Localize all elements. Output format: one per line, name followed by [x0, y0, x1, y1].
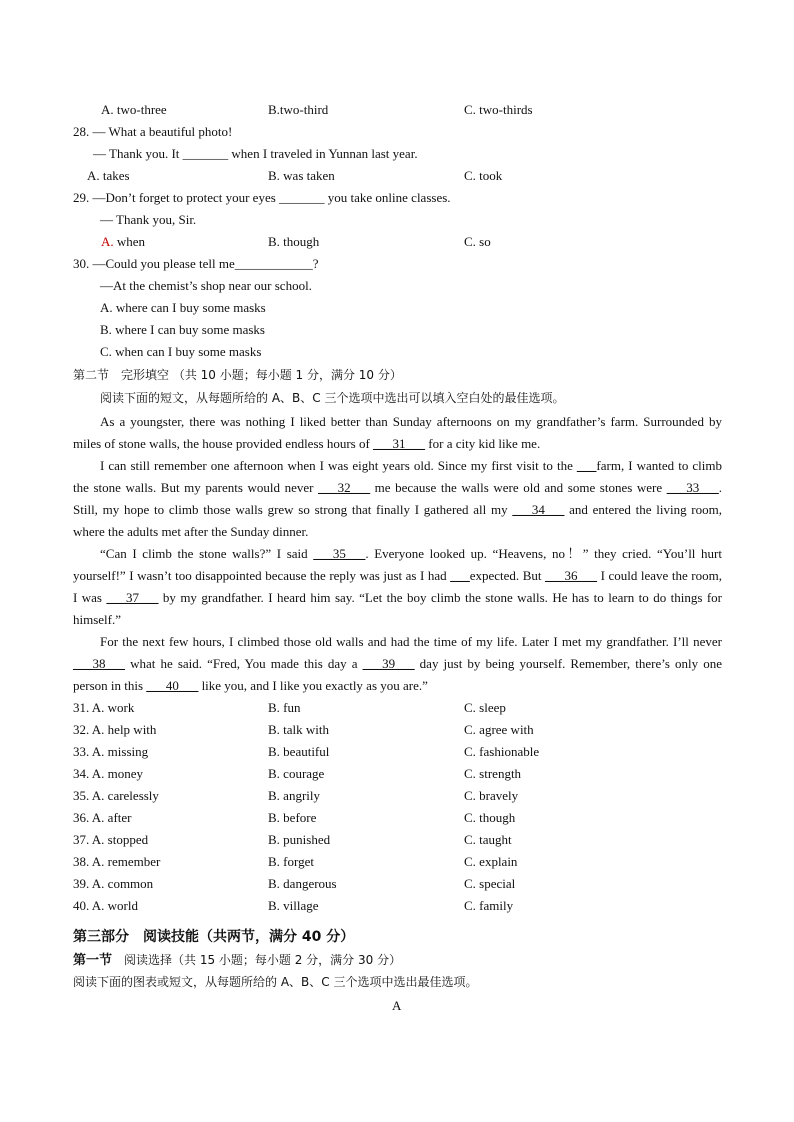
q29-option-a-text: when: [113, 234, 146, 249]
q37-option-c: C. taught: [464, 832, 512, 847]
q28-option-a: A. takes: [87, 168, 130, 183]
q39-option-b: B. dangerous: [268, 876, 337, 891]
q28-stem: 28. — What a beautiful photo!: [73, 124, 233, 139]
q28-option-c: C. took: [464, 168, 503, 183]
q32-option-b: B. talk with: [268, 722, 330, 737]
q27-option-b: B.two-third: [268, 102, 329, 117]
q39-option-c: C. special: [464, 876, 516, 891]
blank-31: ___31___: [373, 436, 426, 451]
blank-37: ___37___: [106, 590, 159, 605]
blank-34: ___34___: [512, 502, 565, 517]
section2-heading: 第二节 完形填空 （共 10 小题；每小题 1 分，满分 10 分）: [73, 368, 402, 382]
q34-option-b: B. courage: [268, 766, 325, 781]
section2-instruction: 阅读下面的短文，从每题所给的 A、B、C 三个选项中选出可以填入空白处的最佳选项。: [100, 391, 565, 405]
q34-option-a: 34. A. money: [73, 766, 144, 781]
q29-reply: — Thank you, Sir.: [100, 212, 197, 227]
q31-option-b: B. fun: [268, 700, 301, 715]
q31-option-c: C. sleep: [464, 700, 506, 715]
part3-section1-label: 第一节: [73, 953, 113, 968]
q37-option-b: B. punished: [268, 832, 331, 847]
q28-option-b: B. was taken: [268, 168, 335, 183]
blank-extra-1: ___: [576, 458, 597, 473]
q29-option-c: C. so: [464, 234, 491, 249]
q30-option-b: B. where I can buy some masks: [100, 322, 265, 337]
q30-stem: 30. —Could you please tell me____________?: [73, 256, 319, 271]
blank-33: ___33___: [666, 480, 719, 495]
q35-option-a: 35. A. carelessly: [73, 788, 159, 803]
q32-option-a: 32. A. help with: [73, 722, 157, 737]
q39-option-a: 39. A. common: [73, 876, 154, 891]
blank-36: ___36___: [545, 568, 598, 583]
blank-40: ___40___: [146, 678, 199, 693]
part3-section1-text: 阅读选择（共 15 小题；每小题 2 分，满分 30 分）: [112, 953, 402, 967]
q27-option-a: A. two-three: [101, 102, 167, 117]
q29-answer-mark: A.: [101, 234, 114, 249]
blank-32: ___32___: [318, 480, 371, 495]
part3-heading: 第三部分 阅读技能（共两节，满分 40 分）: [73, 929, 355, 945]
q27-option-c: C. two-thirds: [464, 102, 533, 117]
part3-section1: [73, 952, 401, 969]
q29-option-b: B. though: [268, 234, 320, 249]
part3-instruction: 阅读下面的图表或短文，从每题所给的 A、B、C 三个选项中选出最佳选项。: [73, 975, 478, 989]
blank-35: ___35___: [313, 546, 366, 561]
q35-option-b: B. angrily: [268, 788, 320, 803]
blank-38: ___38___: [73, 656, 125, 671]
reading-passage-label: A: [392, 998, 402, 1013]
q40-option-b: B. village: [268, 898, 319, 913]
q38-option-c: C. explain: [464, 854, 518, 869]
q33-option-c: C. fashionable: [464, 744, 540, 759]
q35-option-c: C. bravely: [464, 788, 519, 803]
q30-option-c: C. when can I buy some masks: [100, 344, 262, 359]
q33-option-b: B. beautiful: [268, 744, 330, 759]
q33-option-a: 33. A. missing: [73, 744, 149, 759]
q32-option-c: C. agree with: [464, 722, 534, 737]
q29-option-a: [101, 234, 145, 250]
q40-option-a: 40. A. world: [73, 898, 138, 913]
q38-option-b: B. forget: [268, 854, 314, 869]
q30-option-a: A. where can I buy some masks: [100, 300, 266, 315]
blank-39: ___39___: [362, 656, 415, 671]
q36-option-c: C. though: [464, 810, 516, 825]
q34-option-c: C. strength: [464, 766, 522, 781]
q36-option-a: 36. A. after: [73, 810, 132, 825]
passage-paragraph-3: “Can I climb the stone walls?” I said ___35___. Everyone looked up. “Heavens, no！” they cried. “You’ll hurt yourself!” I wasn’t too disappointed because the reply was just as I had ___expected. But ___36___ I could leave the room, I was ___37___ by my grandfather. I heard him say. “Let the boy climb the stone walls. He has to learn to do things for himself.”: [73, 546, 723, 627]
q40-option-c: C. family: [464, 898, 514, 913]
passage-paragraph-1: As a youngster, there was nothing I liked better than Sunday afternoons on my grandfather’s farm. Surrounded by miles of stone walls, the house provided endless hours of ___31___ for a city kid like me.: [73, 414, 722, 451]
q30-reply: —At the chemist’s shop near our school.: [100, 278, 312, 293]
passage-paragraph-2: I can still remember one afternoon when I was eight years old. Since my first visit to the ___farm, I wanted to climb the stone walls. But my parents would never ___32___ me because the walls were old and some stones were ___33___. Still, my hope to climb those walls grew so strong that finally I gathered all my ___34___ and entered the living room, where the adults met after the Sunday dinner.: [73, 458, 722, 539]
blank-extra-2: ___: [450, 568, 470, 583]
q28-reply: — Thank you. It _______ when I traveled in Yunnan last year.: [93, 146, 418, 161]
q37-option-a: 37. A. stopped: [73, 832, 149, 847]
q31-option-a: 31. A. work: [73, 700, 135, 715]
q29-stem: 29. —Don’t forget to protect your eyes _______ you take online classes.: [73, 190, 451, 205]
passage-paragraph-4: For the next few hours, I climbed those old walls and had the time of my life. Later I met my grandfather. I’ll never ___38___ what he said. “Fred, You made this day a ___39___ day just by being yourself. Remember, there’s only one person in this ___40___ like you, and I like you exactly as you are.”: [73, 634, 722, 693]
q38-option-a: 38. A. remember: [73, 854, 161, 869]
q36-option-b: B. before: [268, 810, 317, 825]
